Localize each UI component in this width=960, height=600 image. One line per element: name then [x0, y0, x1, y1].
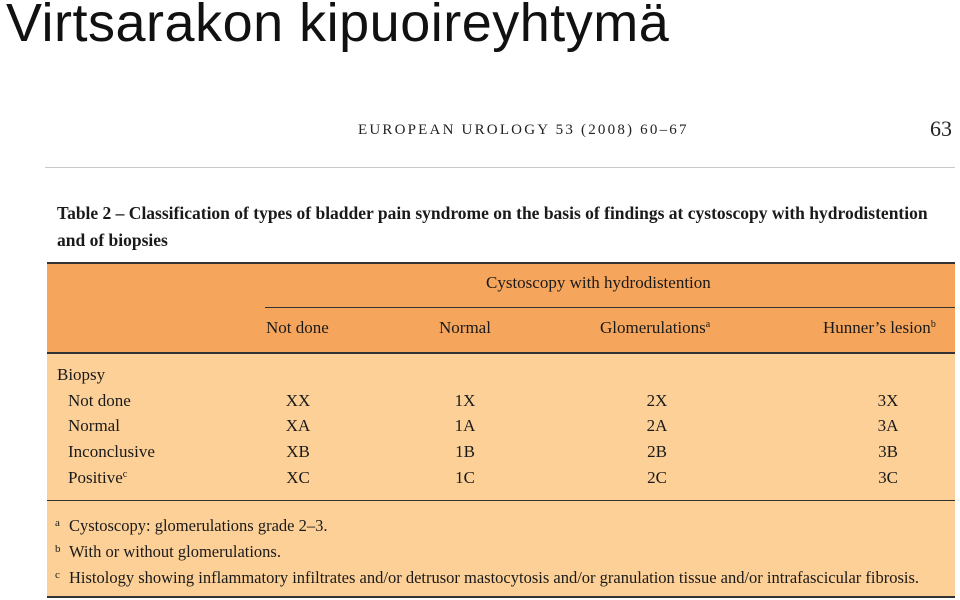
footnote-text: Cystoscopy: glomerulations grade 2–3. — [69, 516, 328, 535]
column-header-hunners-lesion — [823, 318, 936, 338]
table-header-rule — [47, 352, 955, 354]
footnote — [55, 539, 281, 562]
table-cell: 1B — [455, 442, 475, 461]
row-label: Not done — [68, 391, 131, 410]
table-cell: 2C — [647, 468, 667, 487]
table-cell: XA — [285, 416, 311, 435]
column-header-glomerulations — [600, 318, 710, 338]
table-cell: 1A — [454, 416, 476, 435]
footnote-ref: a — [705, 319, 711, 330]
journal-header: EUROPEAN UROLOGY 53 (2008) 60–67 — [358, 122, 689, 138]
table-footnote-rule — [47, 500, 955, 501]
row-group-label: Biopsy — [57, 365, 106, 384]
row-label — [68, 468, 127, 488]
footnote-text: Histology showing inflammatory infiltrates and/or detrusor mastocytosis and/or granulation tissue and/or intrafascicular fibrosis. — [69, 568, 920, 587]
table-cell: 2X — [646, 391, 668, 410]
table-cell: XB — [286, 442, 310, 461]
header-rule — [45, 167, 955, 168]
table-cell: XX — [285, 391, 311, 410]
table-group-rule — [265, 307, 955, 308]
table-cell: 3B — [878, 442, 898, 461]
table-cell: 1X — [454, 391, 476, 410]
column-header-label: Not done — [266, 318, 329, 337]
footnote-text: With or without glomerulations. — [69, 542, 281, 561]
footnote-mark: b — [55, 543, 61, 555]
table-cell: 3X — [877, 391, 899, 410]
column-header-label: Hunner’s lesion — [823, 318, 931, 337]
table-cell: 2B — [647, 442, 667, 461]
footnote — [55, 565, 919, 588]
slide-title: Virtsarakon kipuoireyhtymä — [6, 0, 670, 53]
table-cell: 1C — [455, 468, 475, 487]
footnote-ref: b — [930, 319, 936, 330]
row-label-text: Positive — [68, 468, 123, 487]
table-cell: 3A — [877, 416, 899, 435]
table-bottom-rule — [47, 596, 955, 598]
column-header-label: Glomerulations — [600, 318, 706, 337]
row-label: Normal — [68, 416, 120, 435]
page-number: 63 — [930, 116, 952, 141]
footnote-mark: a — [55, 517, 60, 529]
table-top-rule — [47, 262, 955, 264]
footnote-mark: c — [55, 569, 60, 581]
table-caption: Table 2 – Classification of types of bladder pain syndrome on the basis of findings at cystoscopy with hydrodistention and of biopsies — [57, 203, 928, 250]
column-header-label: Normal — [439, 318, 491, 337]
group-header: Cystoscopy with hydrodistention — [486, 273, 711, 292]
column-header-normal — [439, 318, 491, 338]
row-label: Inconclusive — [68, 442, 155, 461]
footnote — [55, 513, 327, 536]
table-cell: XC — [286, 468, 310, 487]
table-cell: 2A — [646, 416, 668, 435]
classification-table — [47, 262, 955, 598]
column-header-not-done — [266, 318, 329, 338]
footnote-ref: c — [122, 469, 128, 480]
table-cell: 3C — [878, 468, 898, 487]
